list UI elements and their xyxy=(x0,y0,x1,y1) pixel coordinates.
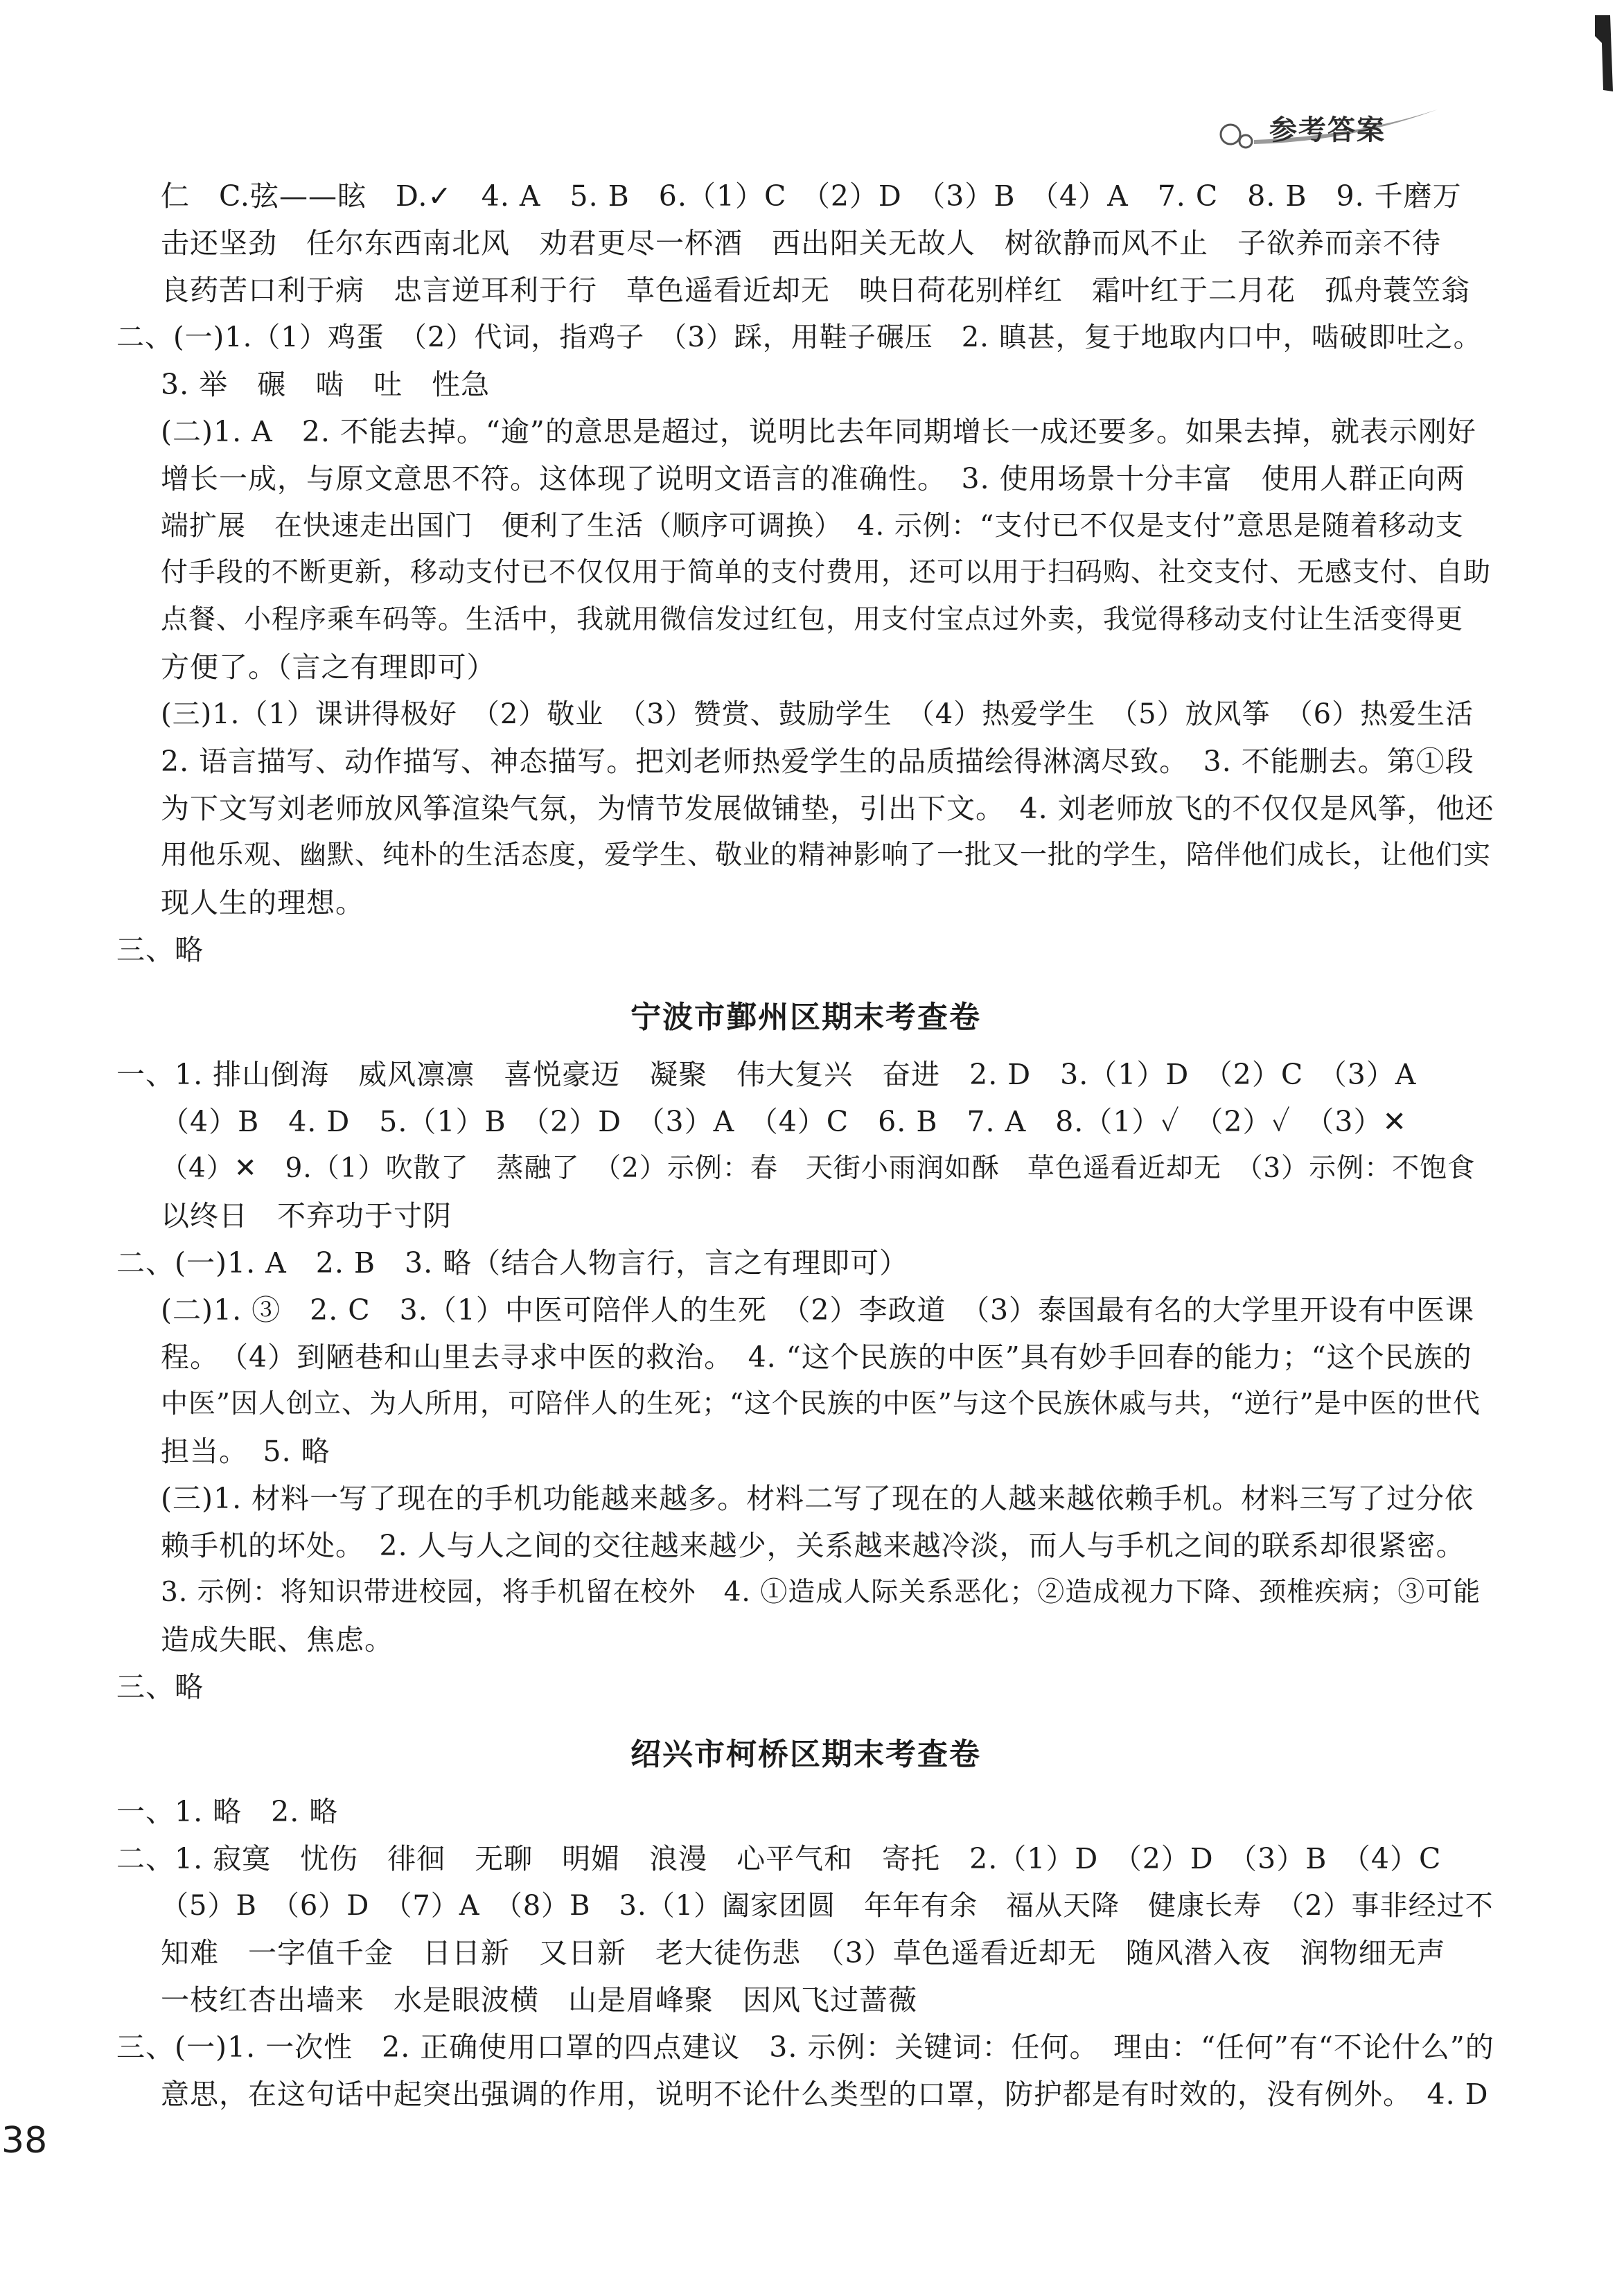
edge-mark-shape xyxy=(1589,15,1614,91)
text-line: 付手段的不断更新，移动支付已不仅仅用于简单的支付费用，还可以用于扫码购、社交支付、无感支付、自助 xyxy=(161,557,1492,588)
text-line: （4）B 4. D 5.（1）B （2）D （3）A （4）C 6. B 7. A 8.（1）✓ （2）✓ （3）✕ xyxy=(161,1105,1407,1138)
page-edge-mark xyxy=(1589,15,1614,91)
text-line: 二、1. 寂寞 忧伤 徘徊 无聊 明媚 浪漫 心平气和 寄托 2.（1）D （2）D （3）B （4）C xyxy=(116,1842,1442,1875)
text-line: 良药苦口利于病 忠言逆耳利于行 草色遥看近却无 映日荷花别样红 霜叶红于二月花 孤舟蓑笠翁 xyxy=(161,274,1470,307)
text-line: 程。 （4）到陋巷和山里去寻求中医的救治。 4. “这个民族的中医”具有妙手回春的能力；“这个民族的 xyxy=(161,1341,1472,1374)
header-title: 参考答案 xyxy=(1269,114,1386,146)
text-line: 二、(一)1. A 2. B 3. 略（结合人物言行，言之有理即可） xyxy=(116,1246,909,1280)
text-line: 造成失眠、焦虑。 xyxy=(161,1623,394,1656)
text-line: (二)1. ③ 2. C 3.（1）中医可陪伴人的生死 （2）李政道 （3）泰国最有名的大学里开设有中医课 xyxy=(161,1293,1475,1327)
text-line: 三、(一)1. 一次性 2. 正确使用口罩的四点建议 3. 示例：关键词：任何。 理由：“任何”有“不论什么”的 xyxy=(116,2031,1494,2064)
text-line: 以终日 不弃功于寸阴 xyxy=(161,1199,452,1232)
text-line: 增长一成，与原文意思不符。这体现了说明文语言的准确性。 3. 使用场景十分丰富 使用人群正向两 xyxy=(161,462,1465,495)
text-line: 3. 示例：将知识带进校园，将手机留在校外 4. ①造成人际关系恶化；②造成视力下降、颈椎疾病；③可能 xyxy=(161,1577,1481,1608)
text-line: 二、(一)1.（1）鸡蛋 （2）代词，指鸡子 （3）踩，用鞋子碾压 2. 瞋甚，复于地取内口中，啮破即吐之。 xyxy=(116,321,1482,353)
text-line: 一枝红杏出墙来 水是眼波横 山是眉峰聚 因风飞过蔷薇 xyxy=(161,1983,917,2017)
text-line: 方便了。（言之有理即可） xyxy=(161,651,496,684)
section-title: 绍兴市柯桥区期末考查卷 xyxy=(630,1737,981,1772)
text-line: （5）B （6）D （7）A （8）B 3.（1）阖家团圆 年年有余 福从天降 健康长寿 （2）事非经过不 xyxy=(161,1890,1494,1922)
text-line: (三)1. 材料一写了现在的手机功能越来越多。材料二写了现在的人越来越依赖手机。材料三写了过分依 xyxy=(161,1482,1474,1515)
text-line: 中医”因人创立、为人所用，可陪伴人的生死；“这个民族的中医”与这个民族休戚与共，“逆行”是中医的世代 xyxy=(161,1388,1481,1419)
text-line: 为下文写刘老师放风筝渲染气氛，为情节发展做铺垫，引出下文。 4. 刘老师放飞的不仅仅是风筝，他还 xyxy=(161,792,1494,825)
page-number: 38 xyxy=(1,2120,48,2161)
text-line: 击还坚劲 任尔东西南北风 劝君更尽一杯酒 西出阳关无故人 树欲静而风不止 子欲养而亲不待 xyxy=(161,227,1441,260)
text-line: (三)1.（1）课讲得极好 （2）敬业 （3）赞赏、鼓励学生 （4）热爱学生 （5）放风筝 （6）热爱生活 xyxy=(161,698,1474,730)
text-line: 2. 语言描写、动作描写、神态描写。把刘老师热爱学生的品质描绘得淋漓尽致。 3. 不能删去。第①段 xyxy=(161,745,1474,778)
text-line: 一、1. 排山倒海 威风凛凛 喜悦豪迈 凝聚 伟大复兴 奋进 2. D 3.（1）D （2）C （3）A xyxy=(116,1058,1417,1091)
text-line: 端扩展 在快速走出国门 便利了生活（顺序可调换） 4. 示例：“支付已不仅是支付”意思是随着移动支 xyxy=(161,510,1464,542)
section-title: 宁波市鄞州区期末考查卷 xyxy=(630,1000,981,1035)
text-line: 担当。 5. 略 xyxy=(161,1435,330,1468)
text-line: 三、略 xyxy=(116,933,204,966)
text-line: （4）✕ 9.（1）吹散了 蒸融了 （2）示例：春 天街小雨润如酥 草色遥看近却无 （3）示例：不饱食 xyxy=(161,1153,1476,1184)
text-line: 点餐、小程序乘车码等。生活中，我就用微信发过红包，用支付宝点过外卖，我觉得移动支付让生活变得更 xyxy=(161,604,1464,635)
text-line: 仁 C.弦——眩 D.✓ 4. A 5. B 6.（1）C （2）D （3）B （4）A 7. C 8. B 9. 千磨万 xyxy=(161,179,1462,213)
text-line: 三、略 xyxy=(116,1670,204,1704)
text-line: 3. 举 碾 啮 吐 性急 xyxy=(161,368,491,401)
text-line: 意思，在这句话中起突出强调的作用，说明不论什么类型的口罩，防护都是有时效的，没有例外。 4. D xyxy=(161,2078,1489,2111)
text-line: 用他乐观、幽默、纯朴的生活态度，爱学生、敬业的精神影响了一批又一批的学生，陪伴他们成长，让他们实 xyxy=(161,840,1492,871)
text-line: 一、1. 略 2. 略 xyxy=(116,1795,339,1828)
text-line: 知难 一字值千金 日日新 又日新 老大徒伤悲 （3）草色遥看近却无 随风潜入夜 润物细无声 xyxy=(161,1936,1446,1970)
text-line: 现人生的理想。 xyxy=(161,886,364,919)
text-line: (二)1. A 2. 不能去掉。“逾”的意思是超过，说明比去年同期增长一成还要多。如果去掉，就表示刚好 xyxy=(161,415,1476,448)
text-line: 赖手机的坏处。 2. 人与人之间的交往越来越少，关系越来越冷淡，而人与手机之间的联系却很紧密。 xyxy=(161,1529,1465,1562)
answer-header xyxy=(1212,104,1441,152)
